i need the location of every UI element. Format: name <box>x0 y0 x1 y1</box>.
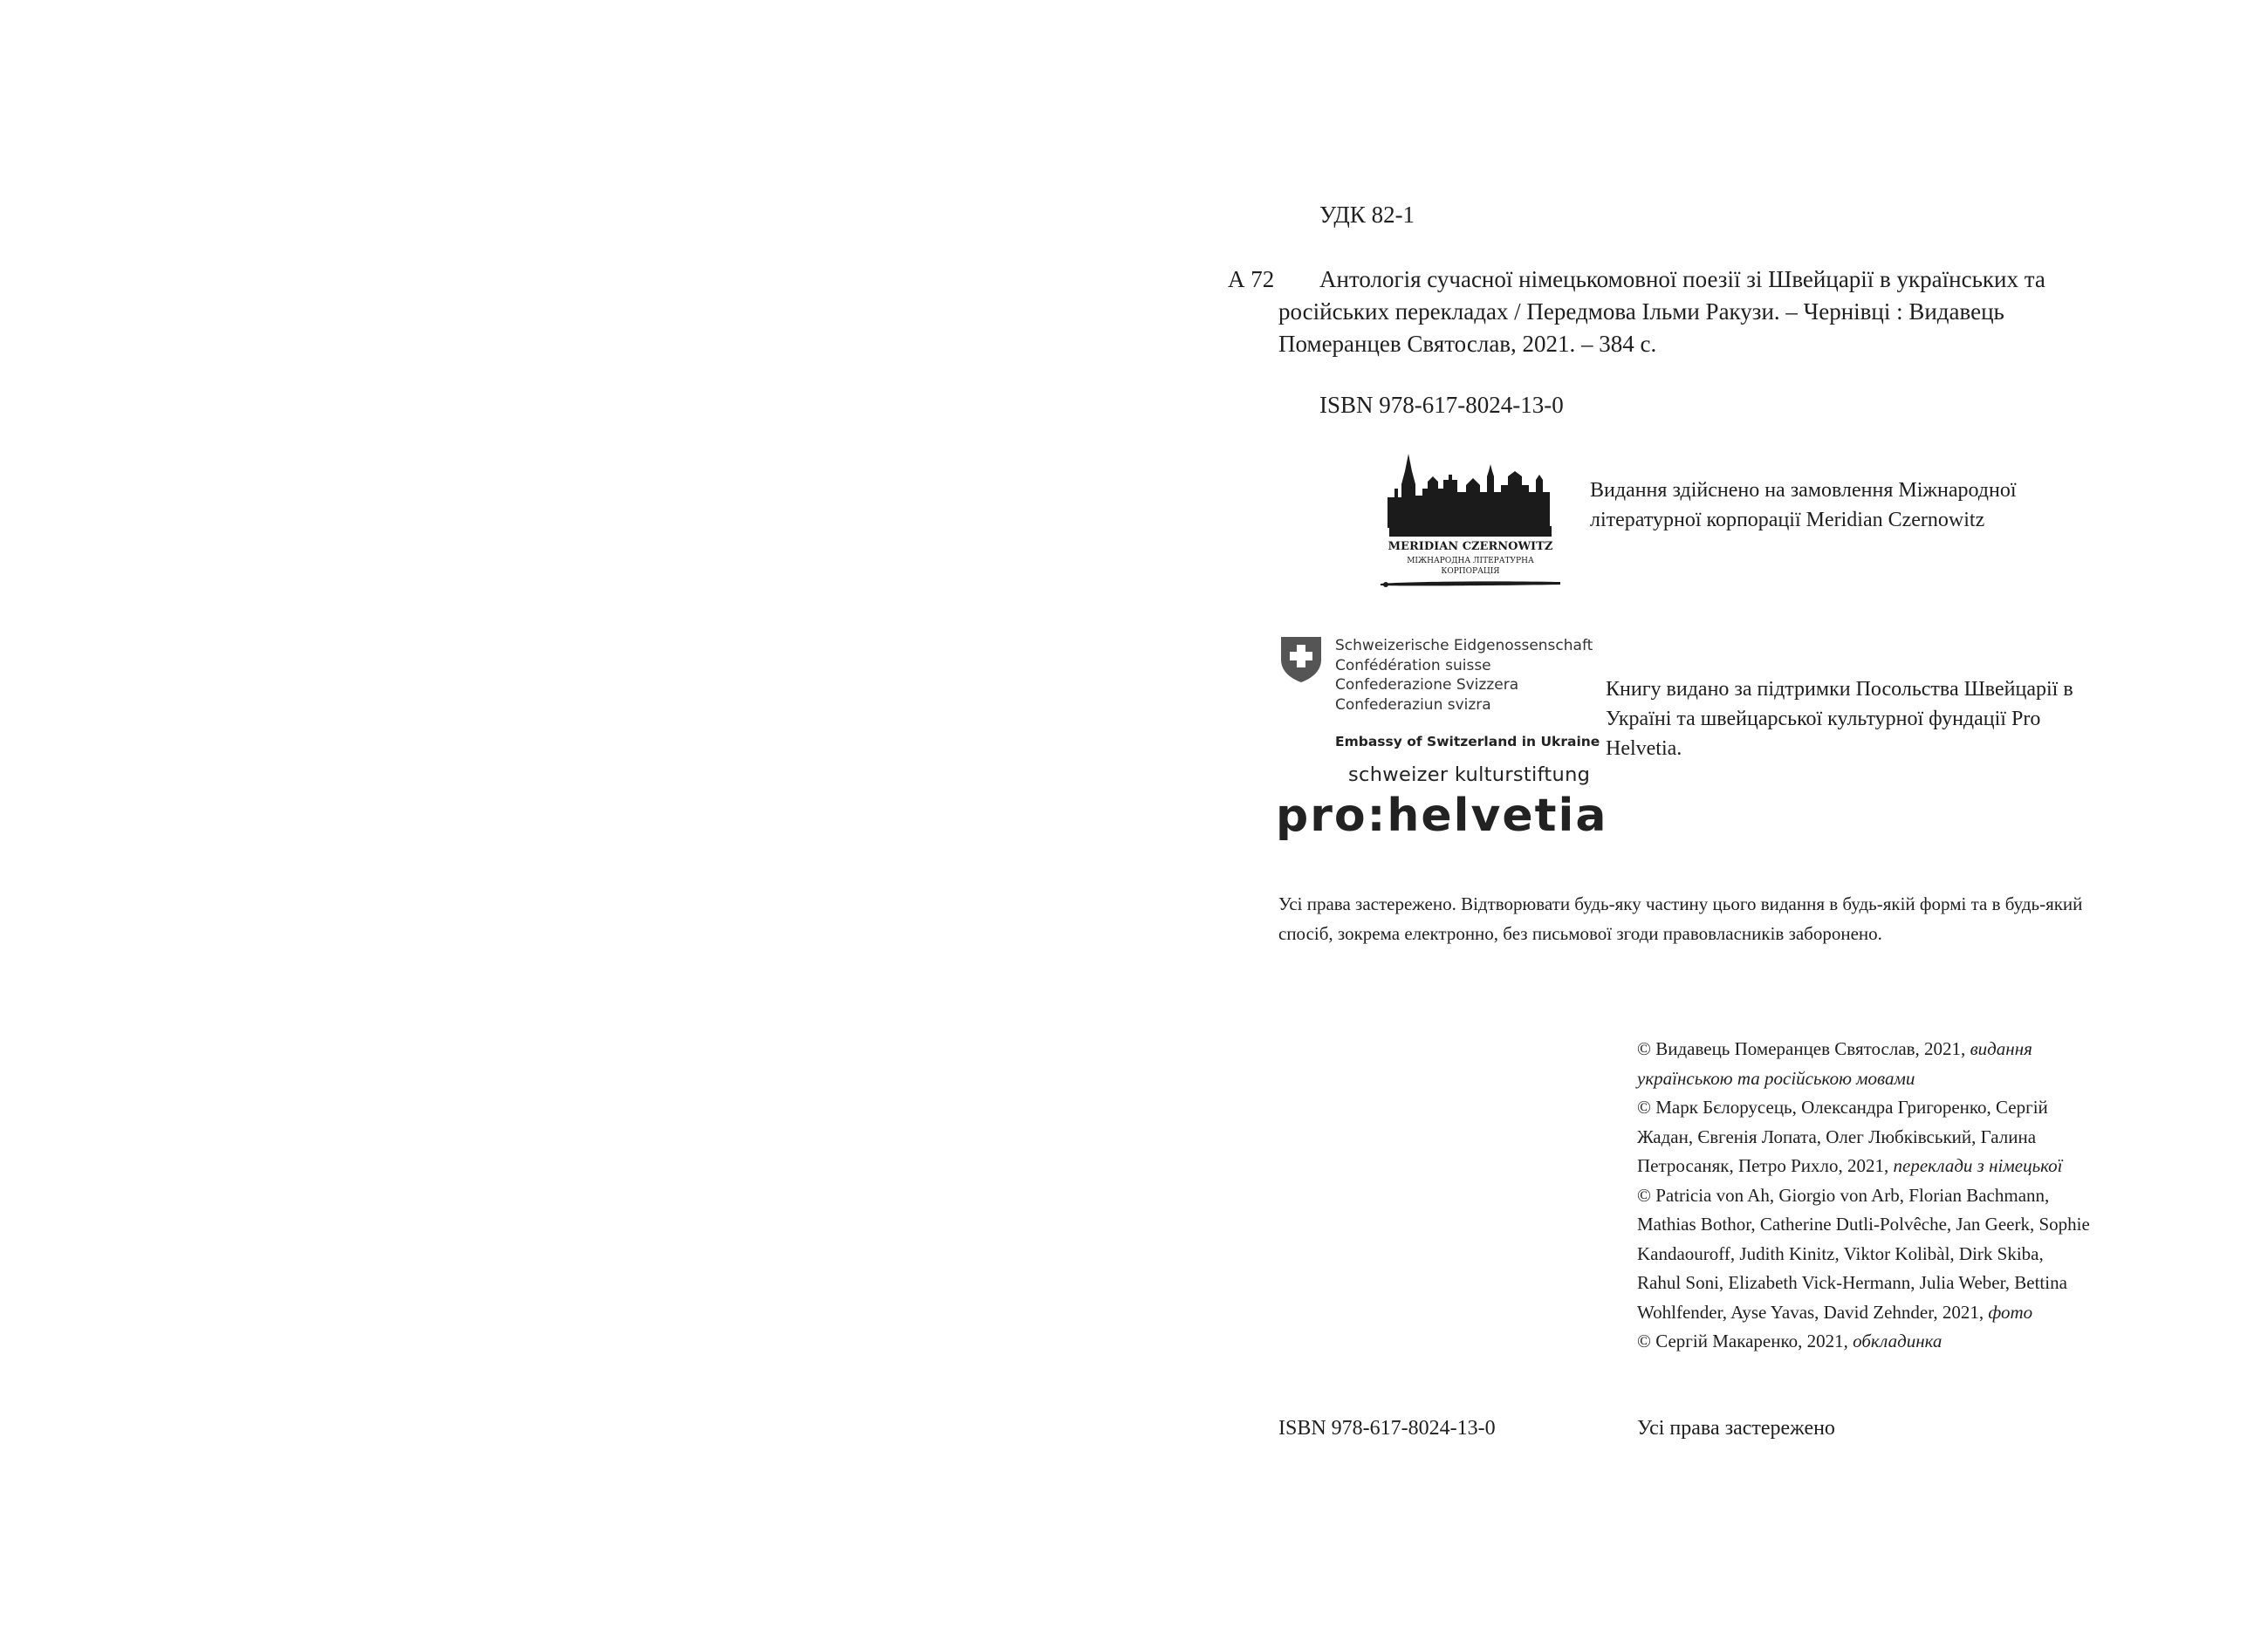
copyright-entry: © Марк Бєлорусець, Олександра Григоренко, Сергій Жадан, Євгенія Лопата, Олег Любківський, Галина Петросаняк, Петро Рихло, 2021, переклади з німецької <box>1637 1097 2063 1176</box>
isbn-bottom: ISBN 978-617-8024-13-0 <box>1278 1417 1496 1440</box>
rights-notice: Усі права застережено. Відтворювати будь-яку частину цього видання в будь-якій формі та в будь-який спосіб, зокрема електронно, без письмової згоди правовласників заборонено. <box>1278 893 2083 944</box>
meridian-logo-title: MERIDIAN CZERNOWITZ <box>1388 540 1553 553</box>
bibliographic-description: Антологія сучасної німецькомовної поезії зі Швейцарії в українських та російських перекладах / Передмова Ільми Ракузи. – Чернівці : Видавець Померанцев Святослав, 2021. – 384 с. <box>1278 266 2045 357</box>
copyright-entry: © Сергій Макаренко, 2021, обкладинка <box>1637 1331 1943 1351</box>
swiss-confederation-names <box>1335 636 1593 715</box>
conf-line: Confédération suisse <box>1335 656 1491 674</box>
copyright-entry: © Patricia von Ah, Giorgio von Arb, Florian Bachmann, Mathias Bothor, Catherine Dutli-Polvêche, Jan Geerk, Sophie Kandaouroff, Judith Kinitz, Viktor Kolibàl, Dirk Skiba, Rahul Soni, Elizabeth Vick-Hermann, Julia Weber, Bettina Wohlfender, Ayse Yavas, David Zehnder, 2021, фото <box>1637 1184 2090 1323</box>
swiss-shield-icon <box>1279 635 1323 684</box>
meridian-logo-subtitle-1: МІЖНАРОДНА ЛІТЕРАТУРНА <box>1407 557 1534 565</box>
embassy-name: Embassy of Switzerland in Ukraine <box>1335 734 1600 749</box>
copyright-entry: © Видавець Померанцев Святослав, 2021, видання українською та російською мовами <box>1637 1038 2032 1089</box>
swiss-support-text: Книгу видано за підтримки Посольства Швейцарії в Україні та швейцарської культурної фундації Pro Helvetia. <box>1606 678 2073 760</box>
rights-short: Усі права застережено <box>1637 1417 1835 1440</box>
conf-line: Confederazione Svizzera <box>1335 676 1519 694</box>
conf-line: Schweizerische Eidgenossenschaft <box>1335 637 1593 654</box>
udk-code: УДК 82-1 <box>1319 202 1415 228</box>
copyright-block <box>1637 1035 2091 1357</box>
isbn-top: ISBN 978-617-8024-13-0 <box>1319 392 1564 418</box>
meridian-logo-subtitle-2: КОРПОРАЦІЯ <box>1441 567 1500 576</box>
prohelvetia-logo: pro:helvetia <box>1276 790 1608 842</box>
meridian-commission-text: Видання здійснено на замовлення Міжнародної літературної корпорації Meridian Czernowitz <box>1590 479 2017 531</box>
kulturstiftung-label: schweizer kulturstiftung <box>1348 763 1591 786</box>
meridian-czernowitz-logo <box>1379 454 1562 592</box>
catalog-index: А 72 <box>1228 266 1275 292</box>
conf-line: Confederaziun svizra <box>1335 695 1491 714</box>
